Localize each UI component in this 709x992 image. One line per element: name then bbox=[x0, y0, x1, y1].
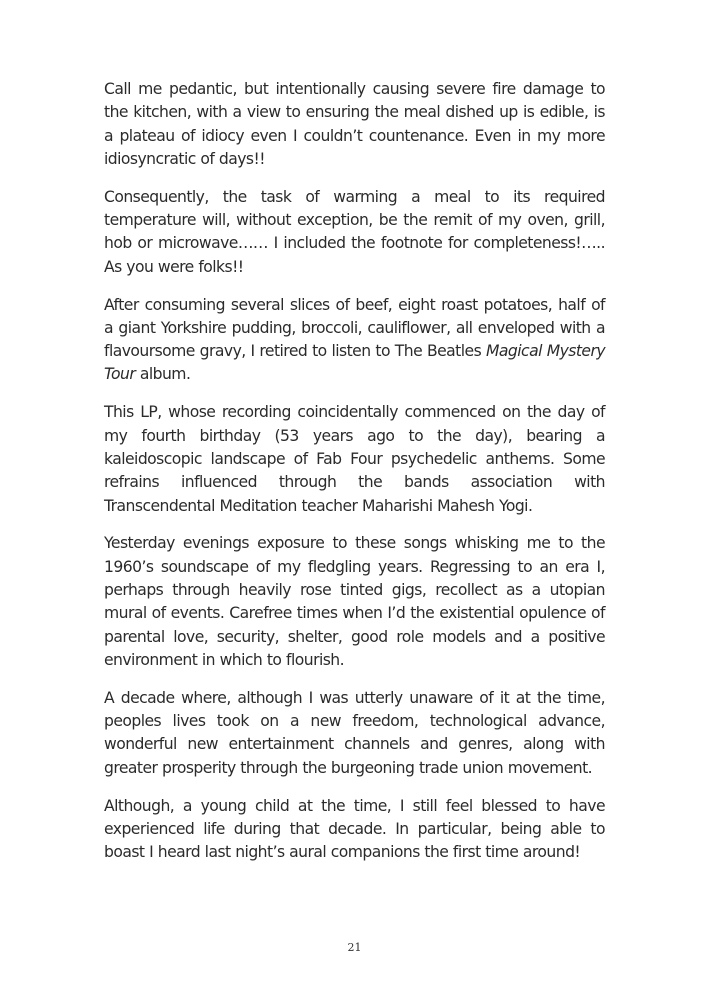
paragraph: Consequently, the task of warming a meal to its required temperature will, without exception, be the remit of my oven, grill, hob or microwave…… I included the footnote for completeness!….. As you were folks!! bbox=[104, 187, 605, 276]
paragraph bbox=[104, 294, 605, 387]
paragraph: Call me pedantic, but intentionally causing severe fire damage to the kitchen, with a view to ensuring the meal dished up is edible, is a plateau of idiocy even I couldn’t countenance. Even in my more idiosyncratic of days!! bbox=[104, 80, 605, 168]
paragraph-text: After consuming several slices of beef, eight roast potatoes, half of a giant Yorkshire pudding, broccoli, cauliflower, all enveloped with a flavoursome gravy, I retired to listen to The Beatles bbox=[104, 295, 605, 361]
paragraph-text: album. bbox=[135, 365, 191, 384]
album-title: Magical Mystery Tour bbox=[104, 342, 606, 384]
paragraph: A decade where, although I was utterly unaware of it at the time, peoples lives took on a new freedom, technological advance, wonderful new entertainment channels and genres, along with greater prosperity through the burgeoning trade union movement. bbox=[104, 688, 605, 777]
paragraph: This LP, whose recording coincidentally commenced on the day of my fourth birthday (53 years ago to the day), bearing a kaleidoscopic landscape of Fab Four psychedelic anthems. Some refrains influenced through the bands association with Transcendental Meditation teacher Maharishi Mahesh Yogi. bbox=[104, 403, 605, 515]
paragraph: Yesterday evenings exposure to these songs whisking me to the 1960’s soundscape of my fledgling years. Regressing to an era I, perhaps through heavily rose tinted gigs, recollect as a utopian mural of events. Carefree times when I’d the existential opulence of parental love, security, shelter, good role models and a positive environment in which to flourish. bbox=[104, 534, 605, 669]
paragraph: Although, a young child at the time, I still feel blessed to have experienced life during that decade. In particular, being able to boast I heard last night’s aural companions the first time around! bbox=[104, 796, 605, 862]
document-body bbox=[104, 78, 605, 879]
page-number: 21 bbox=[347, 941, 362, 954]
